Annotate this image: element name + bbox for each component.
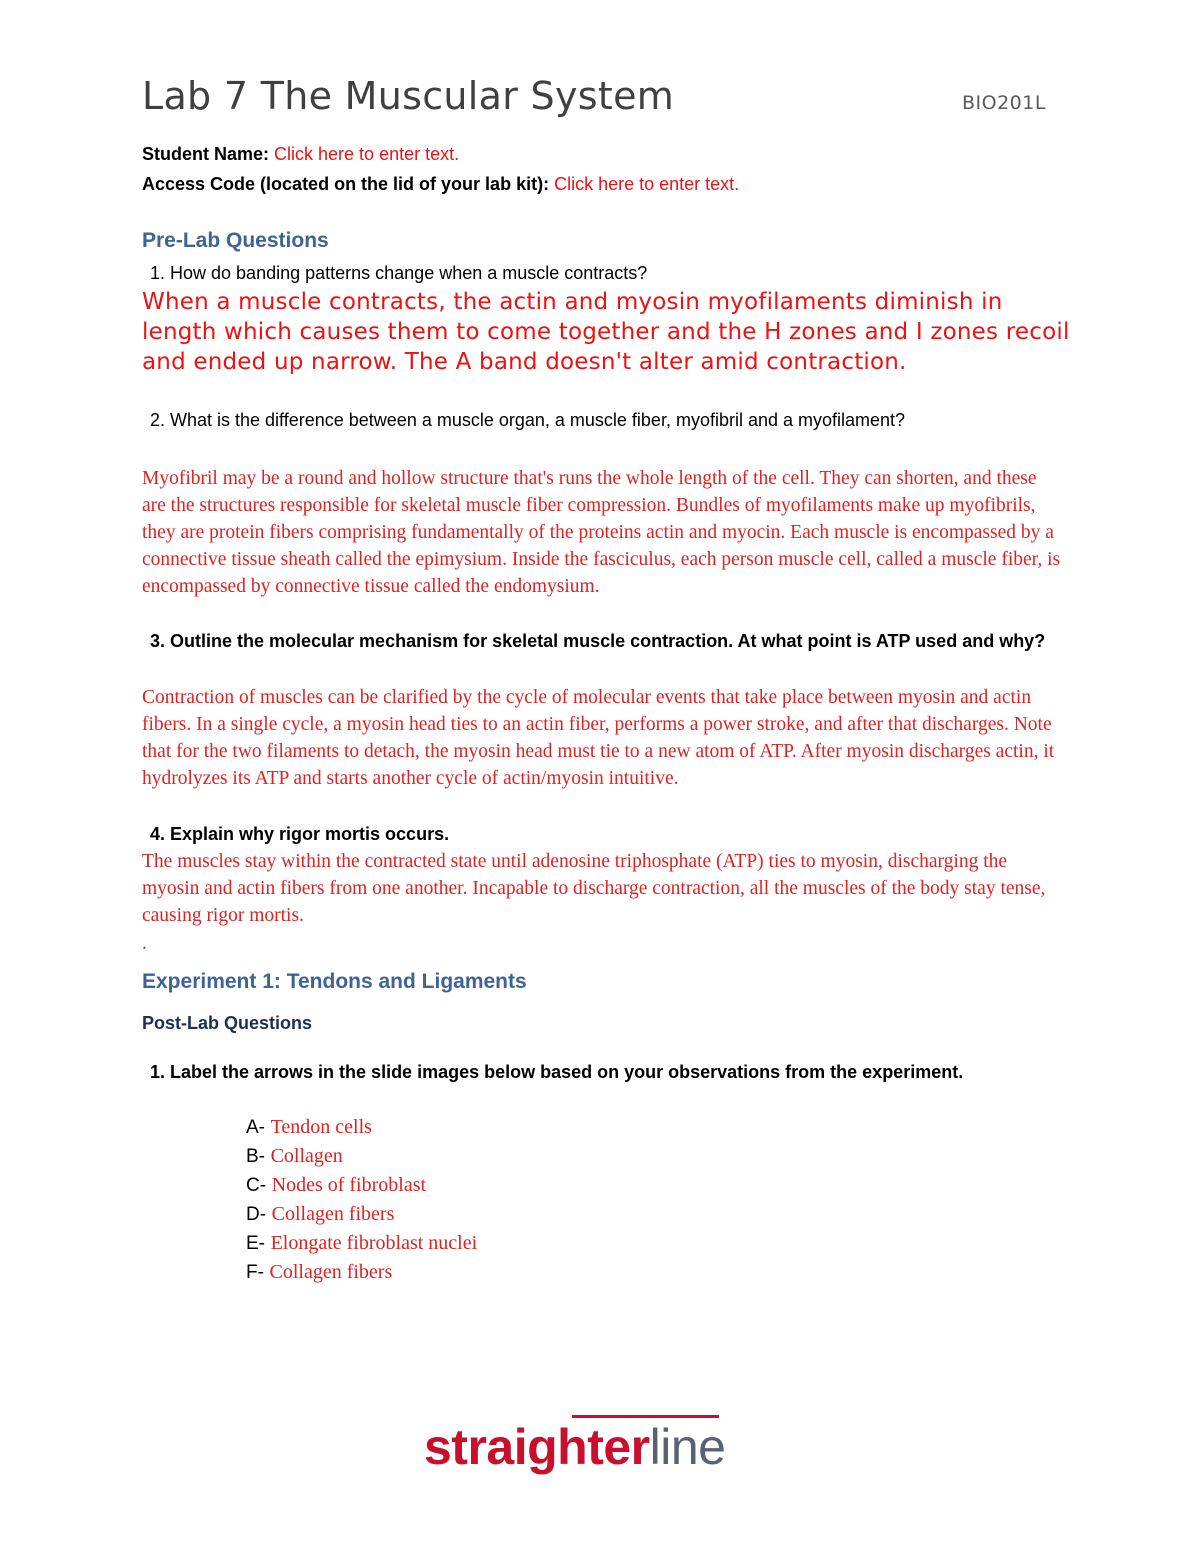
prelab-answer-4-tail: . <box>142 933 147 954</box>
prelab-question-2: 2. What is the difference between a muscle organ, a muscle fiber, myofibril and a myofilament? <box>150 410 906 430</box>
prelab-question-1: 1. How do banding patterns change when a muscle contracts? <box>150 263 648 283</box>
logo-wordmark-light: line <box>649 1419 726 1475</box>
arrow-label-b <box>246 1142 477 1171</box>
label-answer[interactable]: Collagen fibers <box>271 1203 395 1225</box>
course-code: BIO201L <box>962 92 1046 114</box>
prelab-answer-4[interactable]: The muscles stay within the contracted state until adenosine triphosphate (ATP) ties to myosin, discharging the myosin and actin fibers from one another. Incapable to discharge contraction, all the muscles of the body stay tense, causing rigor mortis. <box>142 851 1046 926</box>
postlab-heading: Post-Lab Questions <box>142 1013 313 1033</box>
student-name-line <box>142 144 459 165</box>
label-answer[interactable]: Nodes of fibroblast <box>271 1174 427 1196</box>
access-code-label: Access Code (located on the lid of your lab kit): <box>142 174 550 194</box>
prelab-answer-1[interactable]: When a muscle contracts, the actin and myosin myofilaments diminish in length which causes them to come together and the H zones and I zones recoil and ended up narrow. The A band doesn't alter amid contraction. <box>142 289 1070 375</box>
label-letter: D- <box>246 1204 267 1225</box>
arrow-label-e <box>246 1229 477 1258</box>
postlab-question-1: 1. Label the arrows in the slide images below based on your observations from the experiment. <box>150 1062 964 1082</box>
prelab-answer-2[interactable]: Myofibril may be a round and hollow structure that's runs the whole length of the cell. They can shorten, and these are the structures responsible for skeletal muscle fiber compression. Bundles of myofilaments make up myofibrils, they are protein fibers comprising fundamentally of the proteins actin and myocin. Each muscle is encompassed by a connective tissue sheath called the epimysium. Inside the fasciculus, each person muscle cell, called a muscle fiber, is encompassed by connective tissue called the endomysium. <box>142 468 1061 597</box>
label-answer[interactable]: Tendon cells <box>270 1116 372 1138</box>
prelab-question-3: 3. Outline the molecular mechanism for skeletal muscle contraction. At what point is ATP used and why? <box>150 631 1046 651</box>
arrow-label-f <box>246 1258 477 1287</box>
student-name-label: Student Name: <box>142 144 270 164</box>
label-letter: C- <box>246 1175 267 1196</box>
label-answer[interactable]: Collagen <box>270 1145 343 1167</box>
label-letter: E- <box>246 1233 265 1254</box>
access-code-field[interactable]: Click here to enter text. <box>554 174 740 194</box>
arrow-label-a <box>246 1113 477 1142</box>
straighterline-logo <box>420 1412 780 1482</box>
prelab-question-4: 4. Explain why rigor mortis occurs. <box>150 824 450 844</box>
label-letter: A- <box>246 1117 265 1138</box>
page-title: Lab 7 The Muscular System <box>142 74 675 118</box>
label-letter: B- <box>246 1146 265 1167</box>
prelab-answer-3[interactable]: Contraction of muscles can be clarified by the cycle of molecular events that take place between myosin and actin fibers. In a single cycle, a myosin head ties to an actin fiber, performs a power stroke, and after that discharges. Note that for the two filaments to detach, the myosin head must tie to a new atom of ATP. After myosin discharges actin, it hydrolyzes its ATP and starts another cycle of actin/myosin intuitive. <box>142 687 1055 789</box>
logo-wordmark <box>424 1418 725 1476</box>
prelab-heading: Pre-Lab Questions <box>142 229 329 252</box>
arrow-label-d <box>246 1200 477 1229</box>
label-letter: F- <box>246 1262 264 1283</box>
logo-wordmark-strong: straighter <box>424 1419 650 1475</box>
label-answer[interactable]: Elongate fibroblast nuclei <box>270 1232 478 1254</box>
experiment-1-heading: Experiment 1: Tendons and Ligaments <box>142 970 527 993</box>
access-code-line <box>142 174 739 195</box>
arrow-label-list <box>246 1113 477 1287</box>
student-name-field[interactable]: Click here to enter text. <box>274 144 460 164</box>
arrow-label-c <box>246 1171 477 1200</box>
label-answer[interactable]: Collagen fibers <box>269 1261 393 1283</box>
